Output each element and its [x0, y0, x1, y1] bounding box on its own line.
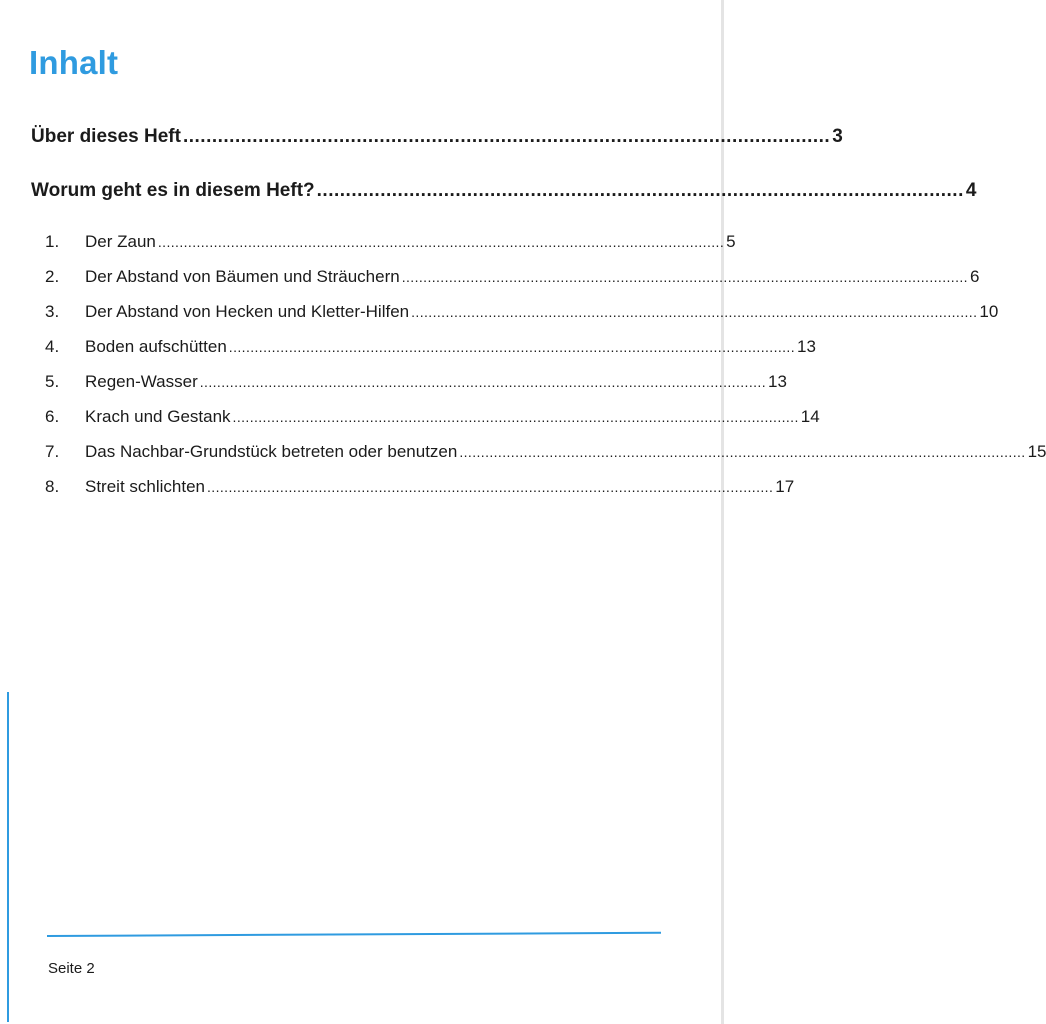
toc-leader-dots: ....................................................................................................................................	[207, 479, 774, 495]
toc-leader-dots: ....................................................................................................................................	[232, 409, 799, 425]
toc-leader-dots: ....................................................................................................................................	[228, 339, 796, 355]
toc-entry-number: 1.	[45, 232, 60, 251]
toc-page-number: 15	[1027, 442, 1046, 461]
toc-entry-label: Streit schlichten	[85, 477, 205, 496]
toc-leader-dots: ................................................................................................................	[316, 180, 964, 201]
toc-page-number: 10	[979, 302, 999, 321]
toc-page-number: 17	[775, 477, 795, 496]
toc-entry-number: 5.	[45, 372, 60, 391]
page-title: Inhalt	[29, 44, 119, 81]
toc-main-entry	[31, 180, 977, 202]
toc-sub-entry	[45, 267, 980, 287]
toc-entry-label: Krach und Gestank	[85, 407, 231, 426]
toc-entry-label: Das Nachbar-Grundstück betreten oder benutzen	[85, 442, 458, 461]
toc-sub-entry	[45, 407, 820, 427]
toc-page-number: 3	[832, 126, 843, 147]
left-margin-rule	[7, 692, 9, 1022]
toc-leader-dots: ....................................................................................................................................	[411, 304, 978, 320]
toc-page-number: 13	[797, 337, 816, 356]
toc-leader-dots: ....................................................................................................................................	[157, 234, 725, 250]
toc-entry-number: 3.	[45, 302, 60, 321]
toc-entry-number: 6.	[45, 407, 60, 426]
page-edge	[721, 0, 724, 1024]
toc-entry-label: Der Abstand von Hecken und Kletter-Hilfen	[85, 302, 410, 321]
toc-leader-dots: ................................................................................................................	[182, 126, 831, 147]
toc-entry-number: 8.	[45, 477, 60, 496]
toc-page-number: 4	[965, 180, 977, 201]
toc-sub-entry	[45, 232, 736, 252]
toc-entry-number: 7.	[45, 442, 60, 461]
page-number-footer: Seite 2	[48, 960, 95, 977]
toc-main-entry	[31, 126, 843, 148]
toc-entry-label: Der Abstand von Bäumen und Sträuchern	[85, 267, 400, 286]
footer-divider	[47, 932, 661, 937]
toc-sub-entry	[45, 477, 795, 497]
toc-leader-dots: ....................................................................................................................................	[199, 374, 766, 390]
toc-entry-number: 2.	[45, 267, 60, 286]
toc-sub-entry	[45, 302, 999, 322]
toc-leader-dots: ....................................................................................................................................	[459, 444, 1026, 460]
toc-page-number: 5	[726, 232, 736, 251]
toc-entry-label: Über dieses Heft	[31, 126, 181, 147]
toc-page-number: 14	[800, 407, 820, 426]
toc-entry-number: 4.	[45, 337, 60, 356]
toc-entry-label: Worum geht es in diesem Heft?	[31, 180, 315, 201]
toc-page-number: 13	[767, 372, 787, 391]
toc-entry-label: Regen-Wasser	[85, 372, 198, 391]
toc-sub-entry	[45, 337, 816, 357]
toc-sub-entry	[45, 442, 1046, 462]
toc-sub-entry	[45, 372, 787, 392]
toc-entry-label: Der Zaun	[85, 232, 156, 251]
toc-leader-dots: ....................................................................................................................................	[401, 269, 968, 285]
toc-page-number: 6	[969, 267, 980, 286]
toc-entry-label: Boden aufschütten	[85, 337, 227, 356]
